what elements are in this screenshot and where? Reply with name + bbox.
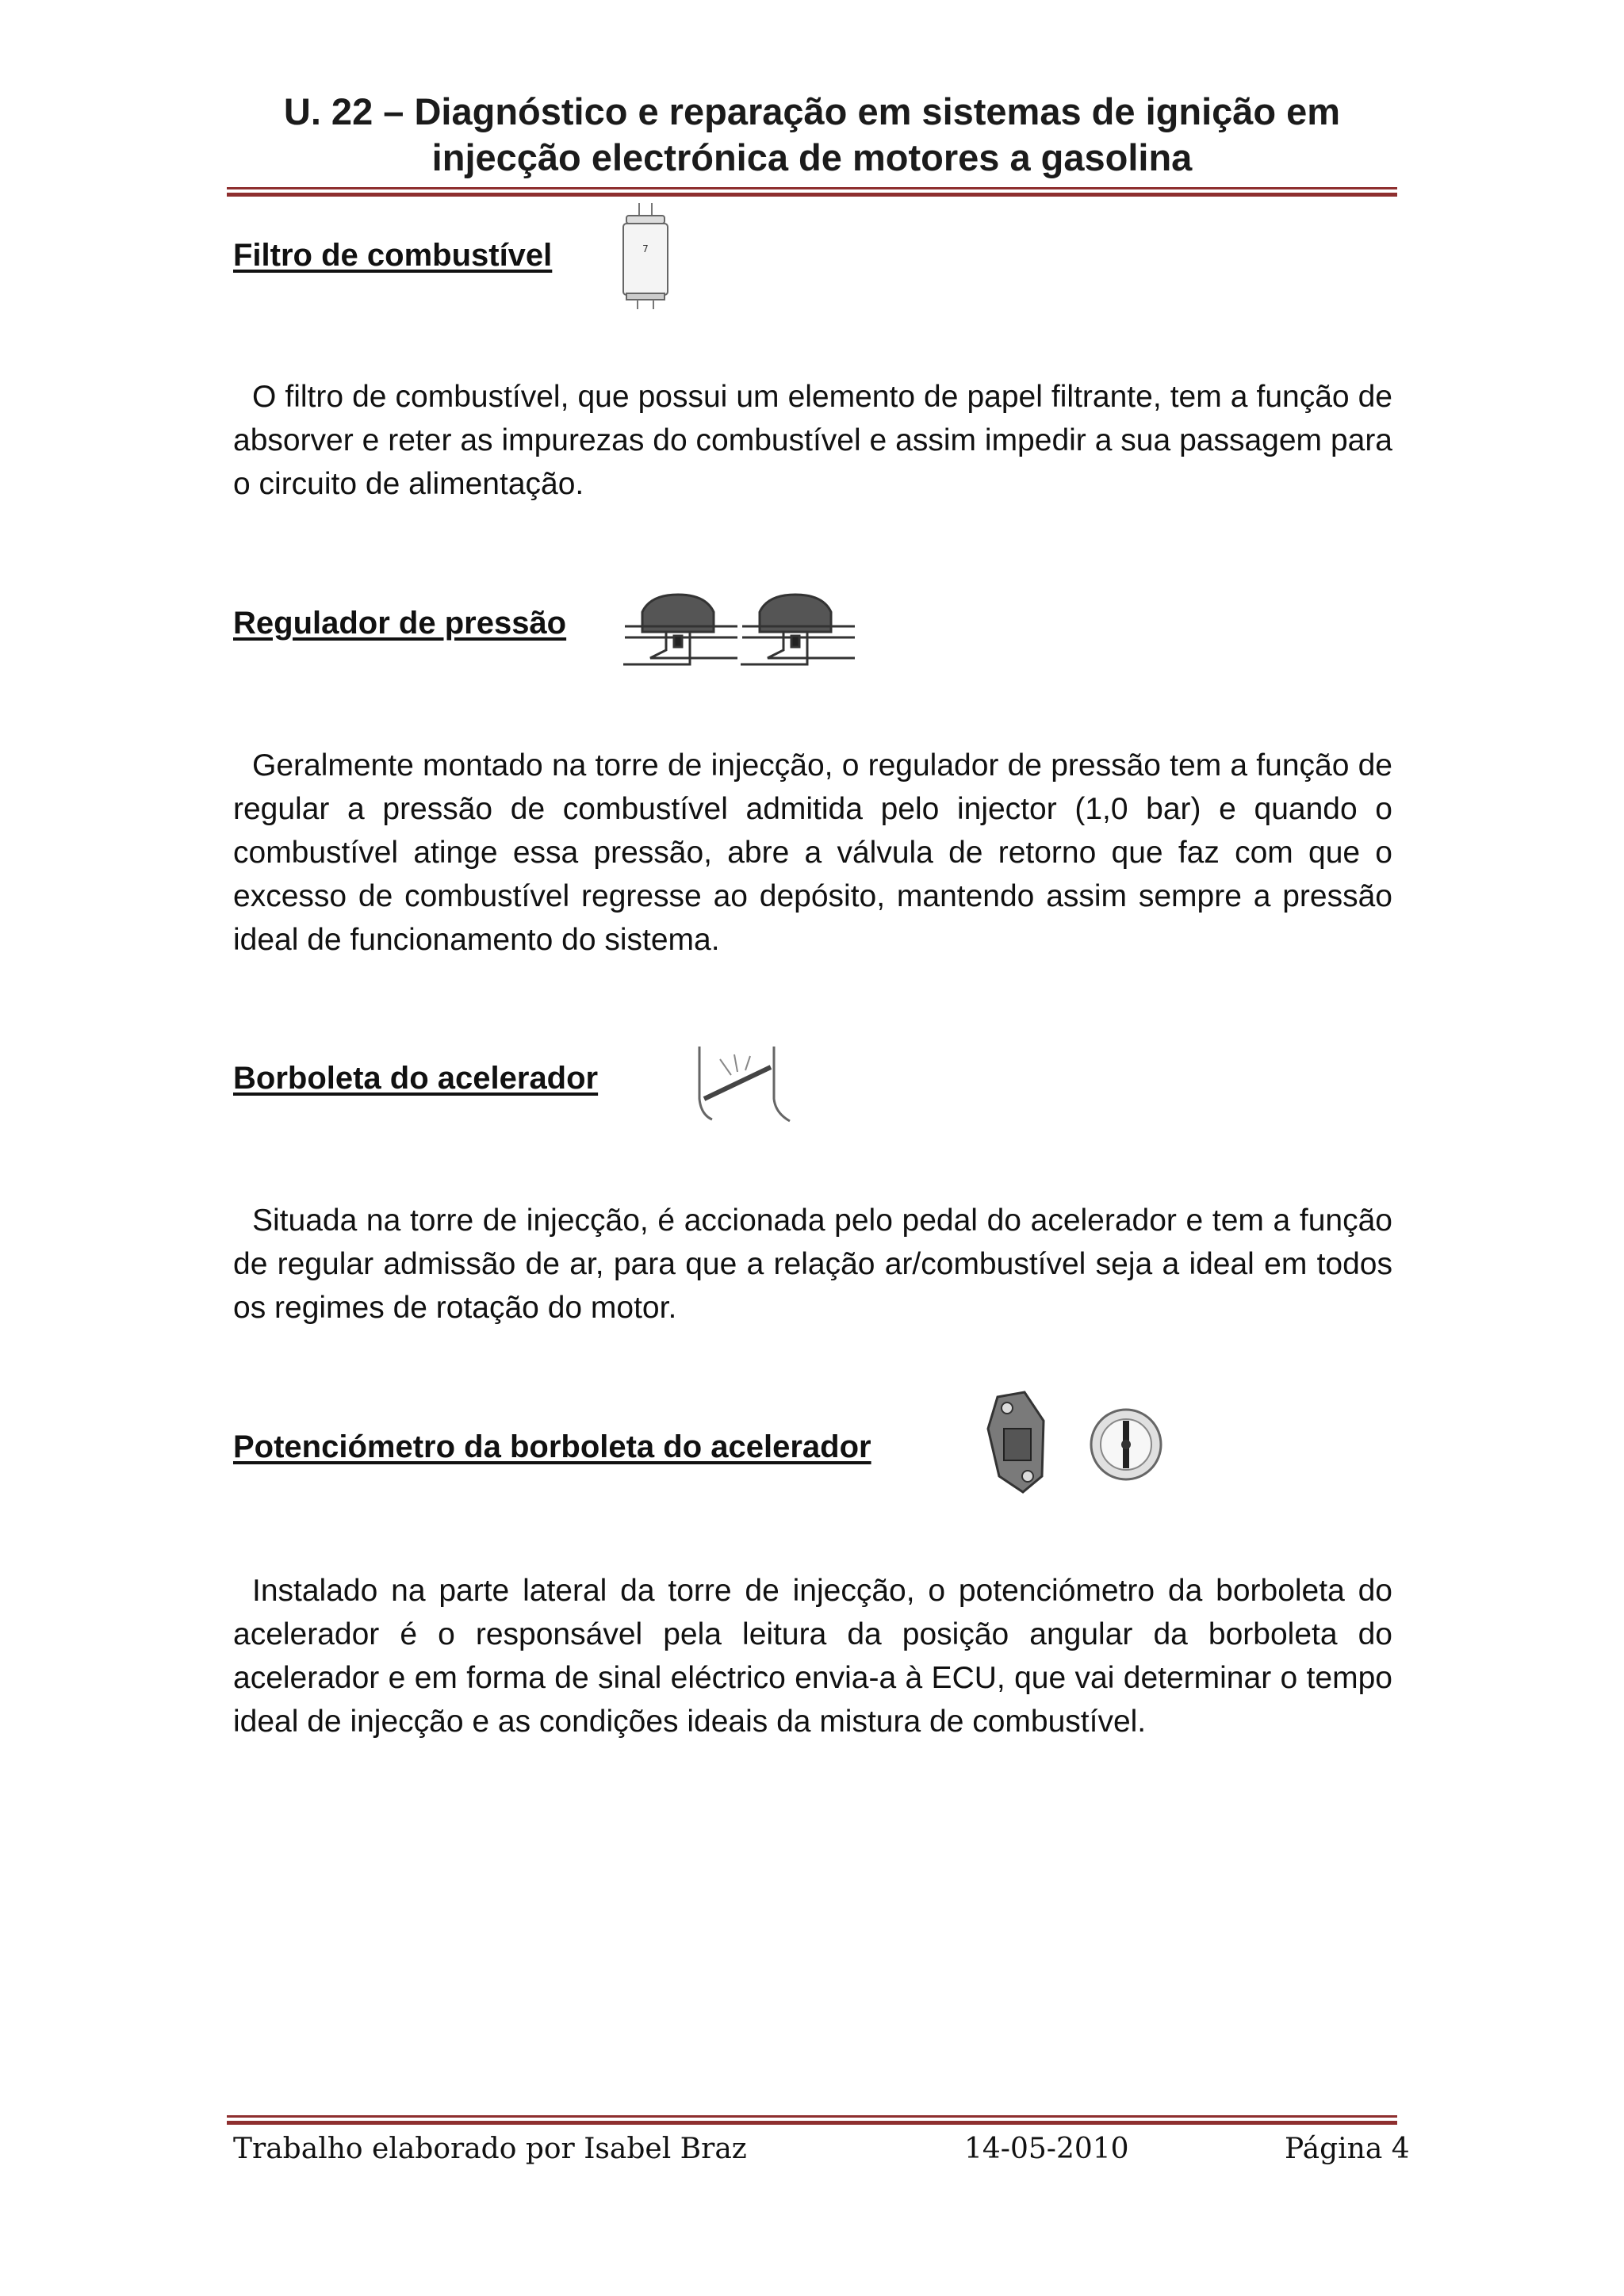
paragraph-throttle-valve: Situada na torre de injecção, é accionada pelo pedal do acelerador e tem a função de regular admissão de ar, para que a relação ar/combustível seja a ideal em todos os regimes de rotação do motor. — [233, 1203, 1392, 1325]
page-header — [227, 89, 1397, 181]
paragraph-fuel-filter: O filtro de combustível, que possui um elemento de papel filtrante, tem a função de absorver e reter as impurezas do combustível e assim impedir a sua passagem para o circuito de alimentação. — [233, 380, 1392, 501]
section-title-pressure-regulator: Regulador de pressão — [233, 606, 567, 641]
fuel-filter-icon — [615, 203, 676, 315]
header-divider — [227, 187, 1397, 197]
header-title-line-2: injecção electrónica de motores a gasolina — [431, 136, 1193, 178]
header-title-line-1: U. 22 – Diagnóstico e reparação em sistemas de ignição em — [283, 90, 1341, 132]
throttle-potentiometer-icon — [980, 1389, 1170, 1499]
throttle-valve-icon — [688, 1043, 796, 1127]
section-title-throttle-potentiometer: Potenciómetro da borboleta do acelerador — [233, 1429, 871, 1464]
paragraph-pressure-regulator: Geralmente montado na torre de injecção, o regulador de pressão tem a função de regular a pressão de combustível admitida pelo injector (1,0 bar) e quando o combustível atinge essa pressão, abre a válvula de retorno que faz com que o excesso de combustível regresse ao depósito, mantendo assim sempre a pressão ideal de funcionamento do sistema. — [233, 748, 1392, 957]
footer-divider — [227, 2115, 1397, 2125]
paragraph-throttle-potentiometer: Instalado na parte lateral da torre de injecção, o potenciómetro da borboleta do acelerador é o responsável pela leitura da posição angular da borboleta do acelerador e em forma de sinal eléctrico envia-a à ECU, que vai determinar o tempo ideal de injecção e as condições ideais da mistura de combustível. — [233, 1574, 1392, 1739]
footer-date: 14-05-2010 — [964, 2133, 1129, 2165]
section-title-throttle-valve: Borboleta do acelerador — [233, 1061, 599, 1096]
footer-author: Trabalho elaborado por Isabel Braz — [233, 2133, 747, 2165]
section-title-fuel-filter: Filtro de combustível — [233, 238, 553, 273]
fuel-filter-icon-label: 7 — [642, 243, 649, 254]
footer-page-number: Página 4 — [1285, 2133, 1410, 2165]
pressure-regulator-icon — [619, 588, 856, 676]
